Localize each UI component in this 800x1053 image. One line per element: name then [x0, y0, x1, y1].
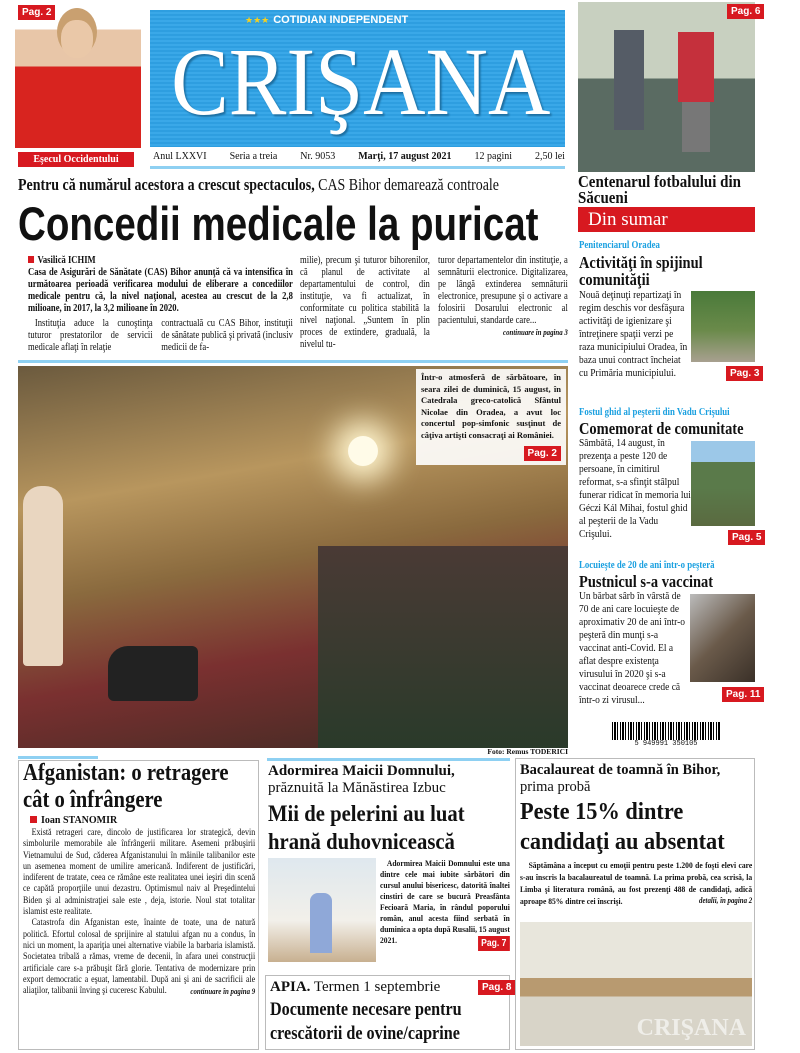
photo-credit: Foto: Remus TODERICI — [487, 747, 568, 756]
headline[interactable]: Documente necesare pentru crescătorii de ovine/caprine — [270, 999, 462, 1044]
sidebar-title: Din sumar — [578, 207, 755, 232]
sidebar-headline[interactable]: Activităţi în spijinul comunităţii — [579, 253, 703, 289]
lead-kicker: Pentru că numărul acestora a crescut spectaculos, CAS Bihor demarează controale — [18, 175, 499, 194]
kicker: Termen 1 septembrie — [313, 979, 441, 995]
barcode-number: 5 949991 350105 — [634, 740, 698, 748]
page-badge[interactable]: Pag. 3 — [726, 366, 763, 381]
sidebar-headline[interactable]: Pustnicul s-a vaccinat — [579, 572, 714, 591]
issue-pages: 12 pagini — [474, 151, 513, 162]
issue-number: Nr. 9053 — [300, 151, 336, 162]
page-badge[interactable]: Pag. 2 — [18, 5, 55, 20]
page-badge[interactable]: Pag. 2 — [524, 446, 561, 461]
masthead-title: CRIŞANA — [171, 28, 551, 135]
headline[interactable]: Afganistan: o retragere cât o înfrângere — [23, 760, 229, 813]
kicker: Bacalaureat de toamnă în Bihor, — [520, 762, 721, 778]
page-badge[interactable]: Pag. 11 — [722, 687, 764, 702]
continued-link[interactable]: continuare în pagina 3 — [503, 328, 568, 337]
sidebar-text: Sâmbătă, 14 august, în prezenţa a peste 120 de persoane, în cimitirul reformat, s-a sfinţit stâlpul funerar ridicat în memoria lui Géczi Kál Mihai, fostul ghid al peşterii de la Vadu Crişului. — [579, 437, 691, 540]
article-text: Adormirea Maicii Domnului este una dintre cele mai iubite sărbători din cursul anului bisericesc, datorită înaltei cinstiri de care se bucură Preasfânta Fecioară Maria, în rândul poporului român, anul acesta fiind serbată în duminica a opta după Rusalii, 15 august 2021. — [380, 858, 510, 945]
lead-col4: turor departamentelor din instituţie, a semnăturii electronice. Digitalizarea, pe lângă extinderea semnăturii electronice, presupune şi o activare a folosirii Dosarului electronic al pacientului, standarde care... — [438, 255, 568, 326]
continued-link[interactable]: detalii, în pagina 2 — [699, 896, 753, 905]
kicker: Adormirea Maicii Domnului, — [268, 763, 455, 779]
issue-info — [153, 151, 565, 162]
barcode — [612, 722, 720, 749]
page-badge[interactable]: Pag. 7 — [478, 936, 510, 951]
author: Vasilică ICHIM — [28, 255, 293, 267]
lead-col2: contractuală cu CAS Bihor, instituţii de sănătate publică şi privată (inclusiv medicii de fa- — [161, 318, 293, 353]
headline[interactable]: Mii de pelerini au luat hrană duhovnicească — [268, 801, 465, 854]
issue-price: 2,50 lei — [534, 151, 565, 162]
sidebar-kicker: Penitenciarul Oradea — [579, 239, 660, 251]
inmates-photo[interactable] — [691, 291, 755, 362]
watermark: CRIŞANA — [636, 1015, 746, 1041]
football-photo[interactable] — [578, 2, 755, 172]
issue-series: Seria a treia — [229, 151, 278, 162]
page-badge[interactable]: Pag. 5 — [728, 530, 765, 545]
masthead — [150, 10, 565, 147]
lead-col1: Instituţia aduce la cunoştinţa tuturor prestatorilor de servicii medicale aflaţi în relaţie — [28, 318, 153, 353]
author: Ioan STANOMIR — [30, 815, 117, 827]
headline[interactable]: Centenarul fotbalului din Săcueni — [578, 172, 741, 207]
issue-year: Anul LXXVI — [153, 151, 207, 162]
masthead-tagline: COTIDIAN INDEPENDENT — [273, 14, 409, 26]
photo-caption: Într-o atmosferă de sărbătoare, în seara zilei de duminică, 15 august, în Catedrala greco-catolică Sfântul Nicolae din Oradea, a avut loc concertul pop-simfonic susţinut de câţiva artişti consacraţi ai României. — [421, 372, 561, 440]
article-text: Există retrageri care, dincolo de justificarea lor strategică, devin simbolurile memorabile ale înfrângerii militare. Asemeni prăbuşirii Vietnamului de Sud, căderea Afganistanului în mâinile talibanilor este un asemenea moment de umilire americană. Indiferent de justificări, indiferent de tratate, ceea ce rămâne este realitatea unei ieşiri din scenă ce capătă proporţiile unui dezastru. Optimismul naiv al Preşedintelui Biden şi al administraţiei sale este , deja, istorie. Noul stat totalitar islamist este realitate. — [23, 828, 256, 918]
sidebar-kicker: Fostul ghid al peşterii din Vadu Crişului — [579, 406, 730, 418]
merkel-photo[interactable] — [15, 0, 141, 148]
issue-date: Marţi, 17 august 2021 — [358, 151, 452, 162]
headline[interactable]: Peste 15% dintre candidaţi au absentat — [520, 799, 725, 855]
divider — [267, 758, 510, 761]
article-text: Catastrofa din Afganistan este, înainte de toate, una de natură politică. Efortul colosal de sprijinire al statului afgan nu a condus, în nici un moment, la apariţia unei alternative viabile la barbaria islamistă. Societatea tribală a rămas, vreme de decenii, în afara unei construcţii artificiale care s-a prăbuşit fără glorie. Tentativa de modernizare prin export democratic a eşuat, lamentabil. După ani şi ani de sacrificii ale aliaţilor, talibanii înving şi cuceresc Kabulul. — [23, 918, 256, 997]
sidebar-text: Nouă deţinuţi repartizaţi în regim deschis vor desfăşura activităţi de igienizare şi întreţinere spaţii verzi pe raza municipiului Oradea, în baza unui contract încheiat cu Primăria municipiului. — [579, 289, 688, 379]
lead-intro: Casa de Asigurări de Sănătate (CAS) Bihor anunţă că va intensifica în următoarea perioadă verificarea modului de eliberare a concediilor medicale pentru că, la nivel naţional, acestea au crescut de la 2,8 milioane, în 2017, la 3,2 milioane în 2020. — [28, 267, 293, 314]
sidebar-text: Un bărbat sârb în vârstă de 70 de ani care locuieşte de aproximativ 20 de ani într-o peşteră din munţi s-a vaccinat anti-Covid. El a aflat despre existenţa virusului în 2020 şi s-a vaccinat deoarece crede că într-o zi virusul... — [579, 590, 685, 706]
kicker: APIA. — [270, 979, 311, 995]
divider — [18, 360, 568, 363]
page-badge[interactable]: Pag. 6 — [727, 4, 764, 19]
lead-col3: milie), precum şi tuturor bihorenilor, că planul de activitate al departamentului de control, din instituţie, va fi actualizat, în conformitate cu politica stabilită la nivel naţional. „Suntem în plin proces de extindere, graduală, la nivelul tu- — [300, 255, 430, 350]
continued-link[interactable]: continuare în pagina 9 — [190, 987, 256, 997]
hermit-photo[interactable] — [690, 594, 755, 682]
page-badge[interactable]: Pag. 8 — [478, 980, 515, 995]
sidebar-headline[interactable]: Comemorat de comunitate — [579, 419, 744, 438]
article-text: Săptămâna a început cu emoţii pentru peste 1.200 de foşti elevi care s-au înscris la bacalaureatul de toamnă. La prima probă, cea scrisă, la Limba şi literatura română, au fost prezenţi 488 de candidaţi, adică aproape 85% dintre cei înscrişi. — [520, 860, 753, 906]
classroom-photo[interactable] — [520, 922, 752, 1046]
sidebar-kicker: Locuieşte de 20 de ani într-o peşteră — [579, 559, 715, 571]
photo-caption: Eşecul Occidentului — [18, 152, 134, 167]
kicker: prăznuită la Mănăstirea Izbuc — [268, 780, 446, 796]
kicker: prima probă — [520, 779, 591, 795]
lead-headline[interactable]: Concedii medicale la puricat — [18, 197, 539, 250]
eu-stars-icon: ★★★ — [245, 15, 270, 25]
memorial-photo[interactable] — [691, 441, 755, 526]
divider — [150, 166, 565, 169]
divider — [18, 756, 98, 759]
church-photo[interactable] — [268, 858, 376, 962]
